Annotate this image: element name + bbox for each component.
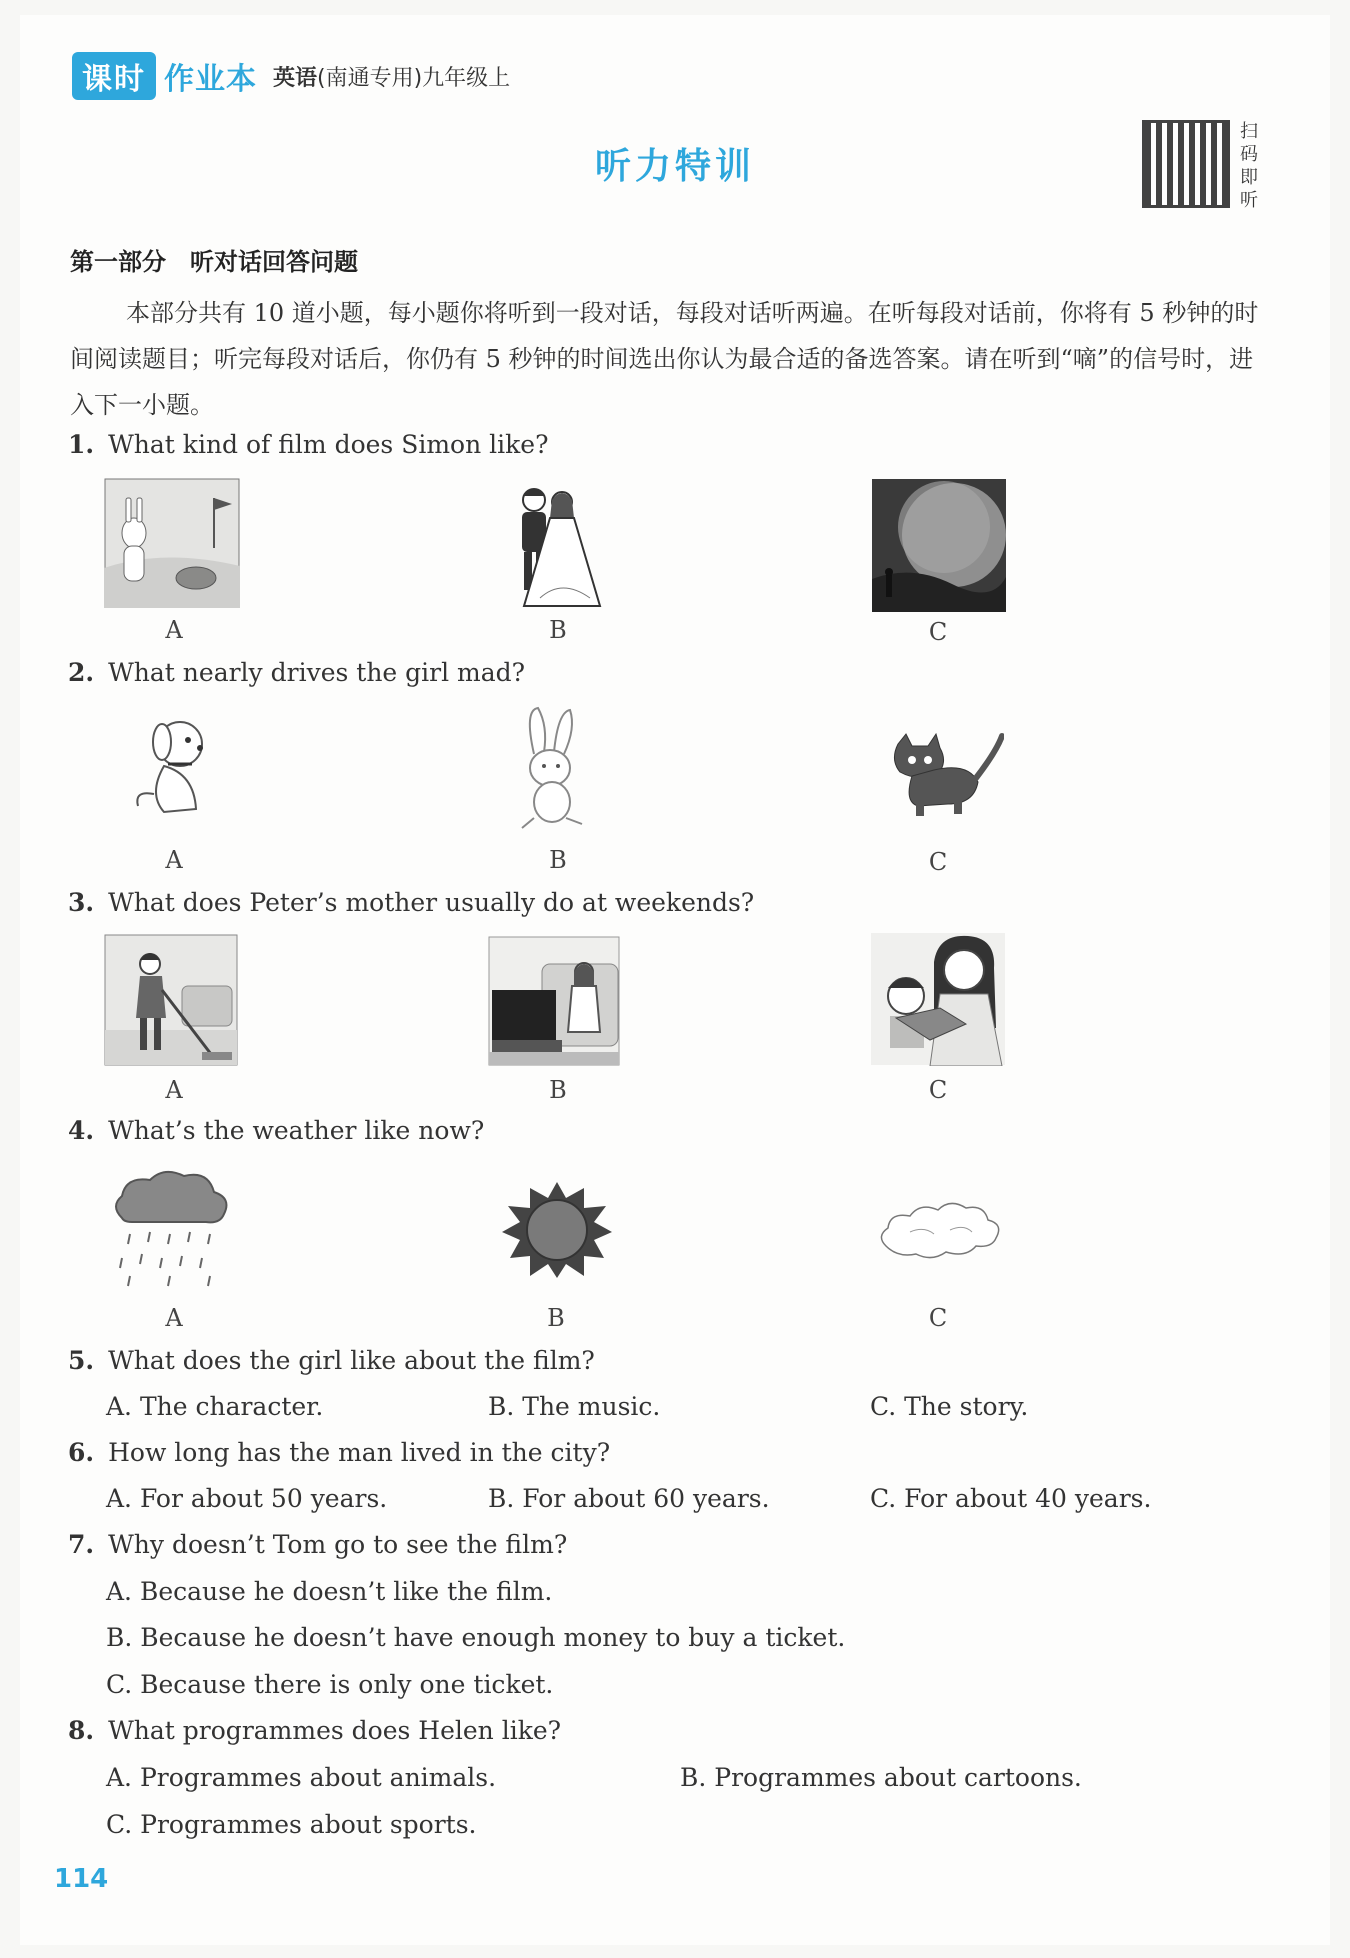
option-label: A xyxy=(165,1076,183,1104)
question-number: 4. xyxy=(68,1116,95,1145)
option-c[interactable]: C. For about 40 years. xyxy=(870,1484,1152,1513)
question-number: 1. xyxy=(68,430,95,459)
question-text: How long has the man lived in the city? xyxy=(108,1438,611,1467)
qr-tag-char: 即 xyxy=(1240,167,1258,188)
page-number: 114 xyxy=(54,1864,109,1894)
rabbit-turtle-cartoon-icon xyxy=(104,478,240,608)
question-6 xyxy=(68,1438,610,1467)
wedding-couple-icon xyxy=(500,478,604,612)
option-label: A xyxy=(165,1304,183,1332)
question-number: 3. xyxy=(68,888,95,917)
question-7 xyxy=(68,1530,567,1559)
option-a[interactable]: A. Because he doesn’t like the film. xyxy=(106,1577,553,1606)
qr-tag-char: 扫 xyxy=(1240,121,1258,142)
question-text: What does Peter’s mother usually do at weekends? xyxy=(108,888,755,917)
page-title: 听力特训 xyxy=(594,146,755,187)
option-label: C xyxy=(928,848,948,876)
header-brand xyxy=(72,52,510,100)
qr-tag-char: 听 xyxy=(1240,190,1258,211)
option-label: B xyxy=(547,1304,565,1332)
question-5 xyxy=(68,1346,595,1375)
edition: (南通专用)九年级上 xyxy=(317,65,511,91)
option-label: C xyxy=(928,1076,948,1104)
option-label: C xyxy=(928,1304,948,1332)
qr-tag-char: 码 xyxy=(1240,144,1258,165)
option-label: B xyxy=(549,846,567,874)
option-a[interactable]: A. For about 50 years. xyxy=(106,1484,388,1513)
option-c[interactable]: C. Because there is only one ticket. xyxy=(106,1670,554,1699)
option-b[interactable]: B. Programmes about cartoons. xyxy=(680,1763,1082,1792)
question-text: What does the girl like about the film? xyxy=(108,1346,595,1375)
question-number: 2. xyxy=(68,658,95,687)
question-number: 7. xyxy=(68,1530,95,1559)
sun-icon xyxy=(500,1180,614,1280)
question-text: Why doesn’t Tom go to see the film? xyxy=(108,1530,568,1559)
option-c[interactable]: C. Programmes about sports. xyxy=(106,1810,477,1839)
option-c[interactable]: C. The story. xyxy=(870,1392,1029,1421)
section-instructions: 本部分共有 10 道小题，每小题你将听到一段对话，每段对话听两遍。在听每段对话前，你将有 5 秒钟的时间阅读题目；听完每段对话后，你仍有 5 秒钟的时间选出你认为最合适的备选答案。请在听到“嘀”的信号时，进入下一小题。 xyxy=(70,299,1259,419)
question-number: 5. xyxy=(68,1346,95,1375)
cloud-icon xyxy=(876,1196,1004,1266)
question-1 xyxy=(68,430,548,459)
section-heading: 第一部分 听对话回答问题 xyxy=(70,248,358,276)
question-3 xyxy=(68,888,754,917)
question-4 xyxy=(68,1116,484,1145)
option-label: B xyxy=(549,1076,567,1104)
option-b[interactable]: B. The music. xyxy=(488,1392,661,1421)
option-b[interactable]: B. Because he doesn’t have enough money to buy a ticket. xyxy=(106,1623,846,1652)
question-text: What nearly drives the girl mad? xyxy=(108,658,526,687)
cleaning-floor-icon xyxy=(104,934,238,1066)
question-8 xyxy=(68,1716,561,1745)
option-label: B xyxy=(549,616,567,644)
question-number: 8. xyxy=(68,1716,95,1745)
watching-tv-icon xyxy=(488,936,620,1066)
question-number: 6. xyxy=(68,1438,95,1467)
option-a[interactable]: A. Programmes about animals. xyxy=(106,1763,497,1792)
rabbit-icon xyxy=(504,706,600,832)
brand-logo: 课时 xyxy=(72,52,156,100)
subject: 英语 xyxy=(273,65,318,91)
option-label: A xyxy=(165,616,183,644)
option-a[interactable]: A. The character. xyxy=(106,1392,324,1421)
question-text: What programmes does Helen like? xyxy=(108,1716,562,1745)
option-label: C xyxy=(928,618,948,646)
question-text: What’s the weather like now? xyxy=(108,1116,485,1145)
dog-icon xyxy=(124,714,220,824)
cat-icon xyxy=(878,732,1004,818)
planet-scifi-icon xyxy=(872,479,1006,612)
question-2 xyxy=(68,658,525,687)
reading-with-child-icon xyxy=(870,932,1006,1066)
brand-name: 作业本 xyxy=(164,62,257,97)
option-b[interactable]: B. For about 60 years. xyxy=(488,1484,770,1513)
question-text: What kind of film does Simon like? xyxy=(108,430,549,459)
qr-code-icon[interactable] xyxy=(1142,120,1230,208)
rain-cloud-icon xyxy=(108,1166,232,1290)
book-info xyxy=(273,61,510,92)
option-label: A xyxy=(165,846,183,874)
qr-tag xyxy=(1236,120,1262,212)
